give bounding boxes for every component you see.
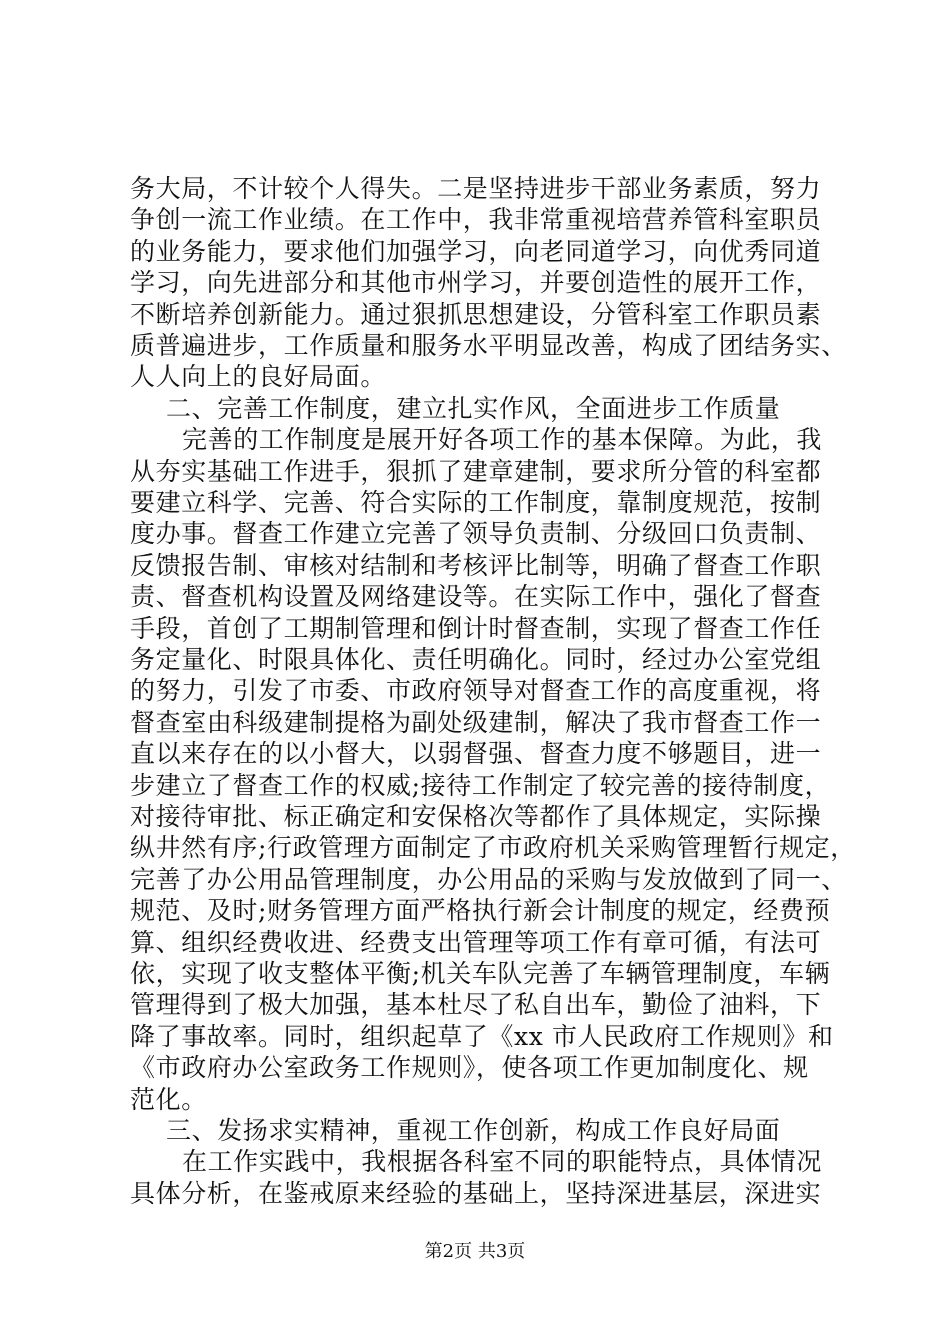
text-line: 在工作实践中，我根据各科室不同的职能特点，具体情况 xyxy=(182,1147,823,1176)
text-line: 度办事。督查工作建立完善了领导负责制、分级回口负责制、 xyxy=(130,519,822,548)
section-heading: 三、发扬求实精神，重视工作创新，构成工作良好局面 xyxy=(166,1116,781,1145)
text-line: 范化。 xyxy=(130,1085,207,1114)
text-line: 纵井然有序;行政管理方面制定了市政府机关采购管理暂行规定， xyxy=(130,833,856,862)
text-line: 完善的工作制度是展开好各项工作的基本保障。为此，我 xyxy=(182,425,823,454)
text-line: 的业务能力，要求他们加强学习，向老同道学习，向优秀同道 xyxy=(130,237,822,266)
text-line: 要建立科学、完善、符合实际的工作制度，靠制度规范，按制 xyxy=(130,488,822,517)
text-line: 从夯实基础工作进手，狠抓了建章建制，要求所分管的科室都 xyxy=(130,457,822,486)
text-line: 责、督查机构设置及网络建设等。在实际工作中，强化了督查 xyxy=(130,582,822,611)
text-line: 对接待审批、标正确定和安保格次等都作了具体规定，实际操 xyxy=(130,802,822,831)
text-line: 降了事故率。同时，组织起草了《xx 市人民政府工作规则》和 xyxy=(130,1022,834,1051)
text-line: 管理得到了极大加强，基本杜尽了私自出车，勤俭了油料，下 xyxy=(130,990,822,1019)
text-line: 完善了办公用品管理制度，办公用品的采购与发放做到了同一、 xyxy=(130,865,847,894)
text-line: 直以来存在的以小督大，以弱督强、督查力度不够题目，进一 xyxy=(130,739,822,768)
text-line: 督查室由科级建制提格为副处级建制，解决了我市督查工作一 xyxy=(130,708,822,737)
text-line: 质普遍进步，工作质量和服务水平明显改善，构成了团结务实、 xyxy=(130,331,847,360)
text-line: 具体分析，在鉴戒原来经验的基础上，坚持深进基层，深进实 xyxy=(130,1179,822,1208)
text-line: 学习，向先进部分和其他市州学习，并要创造性的展开工作， xyxy=(130,268,822,297)
text-line: 务大局，不计较个人得失。二是坚持进步干部业务素质，努力 xyxy=(130,174,822,203)
text-line: 《市政府办公室政务工作规则》，使各项工作更加制度化、规 xyxy=(130,1053,809,1082)
text-line: 不断培养创新能力。通过狠抓思想建设，分管科室工作职员素 xyxy=(130,300,822,329)
text-line: 依，实现了收支整体平衡;机关车队完善了车辆管理制度，车辆 xyxy=(130,959,831,988)
text-line: 务定量化、时限具体化、责任明确化。同时，经过办公室党组 xyxy=(130,645,822,674)
text-line: 的努力，引发了市委、市政府领导对督查工作的高度重视，将 xyxy=(130,676,822,705)
section-heading: 二、完善工作制度，建立扎实作风，全面进步工作质量 xyxy=(166,394,781,423)
text-line: 手段，首创了工期制管理和倒计时督查制，实现了督查工作任 xyxy=(130,614,822,643)
page-number-footer: 第2页 共3页 xyxy=(424,1241,526,1262)
text-line: 反馈报告制、审核对结制和考核评比制等，明确了督查工作职 xyxy=(130,551,822,580)
text-line: 规范、及时;财务管理方面严格执行新会计制度的规定，经费预 xyxy=(130,896,831,925)
text-line: 争创一流工作业绩。在工作中，我非常重视培营养管科室职员 xyxy=(130,205,822,234)
text-line: 算、组织经费收进、经费支出管理等项工作有章可循，有法可 xyxy=(130,928,822,957)
text-line: 人人向上的良好局面。 xyxy=(130,362,387,391)
text-line: 步建立了督查工作的权威;接待工作制定了较完善的接待制度， xyxy=(130,771,831,800)
